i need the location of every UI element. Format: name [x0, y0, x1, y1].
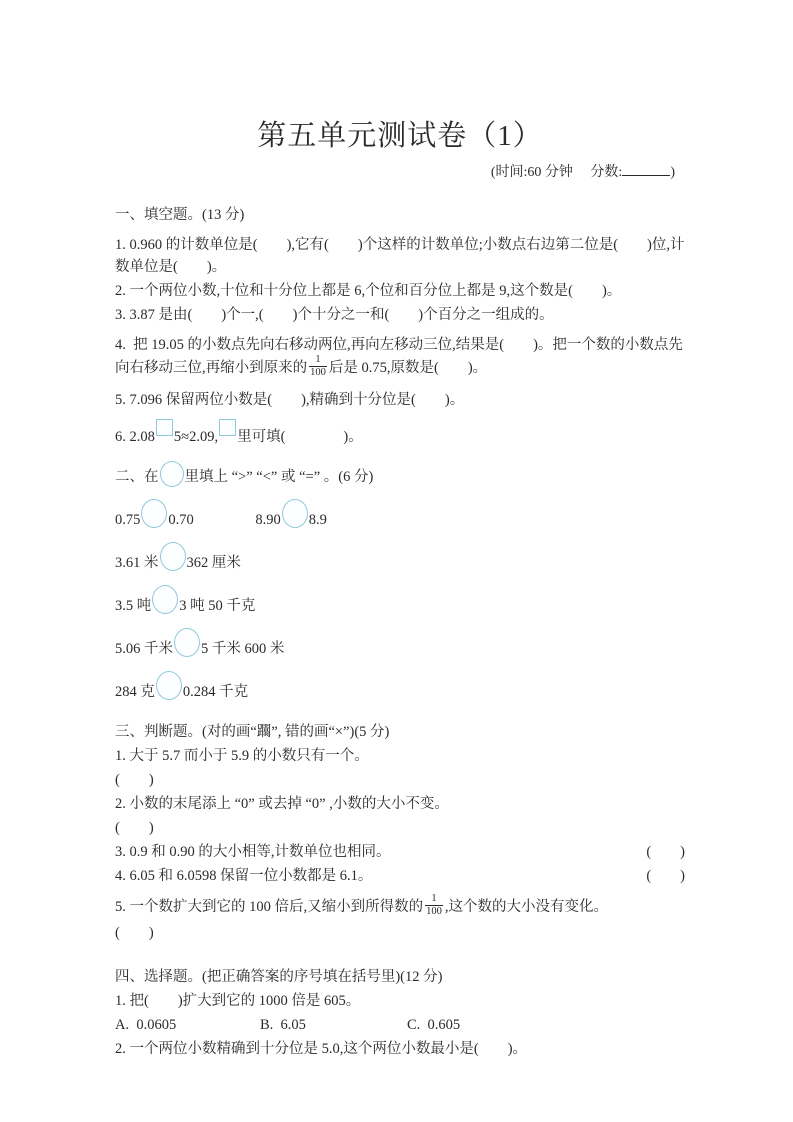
judge-q4: 4. 6.05 和 6.0598 保留一位小数都是 6.1。 ( )	[115, 865, 685, 887]
choice-q1-options	[115, 1014, 685, 1036]
comparison-right: 8.9	[308, 511, 327, 528]
section2-header: 二、在 里填上 “>” “<” 或 “=” 。(6 分)	[115, 462, 685, 492]
option-c: C. 0.605	[407, 1017, 461, 1033]
choice-q1: 1. 把( )扩大到它的 1000 倍是 605。	[115, 993, 361, 1009]
digit-blank-box	[219, 419, 236, 436]
fill-q3: 3. 3.87 是由( )个一,( )个十分之一和( )个百分之一组成的。	[115, 307, 554, 323]
time-score-text: (时间:60 分钟 分数:	[490, 165, 623, 180]
answer-bracket: ( )	[115, 820, 154, 836]
choice-q2: 2. 一个两位小数精确到十分位是 5.0,这个两位小数最小是( )。	[115, 1041, 528, 1057]
comparison-pair	[115, 598, 255, 614]
comparison-pair	[115, 684, 248, 700]
answer-bracket: ( )	[646, 868, 685, 884]
comparison-left: 3.61 米	[115, 554, 159, 571]
fill-q6: 6. 2.08 5≈2.09, 里可填( )。	[115, 419, 685, 450]
comparison-circle	[141, 499, 167, 528]
comparison-circle	[174, 628, 200, 657]
option-a: A. 0.0605	[115, 1017, 177, 1033]
comparison-left: 0.75	[115, 511, 141, 528]
comparison-right: 362 厘米	[186, 554, 241, 571]
comparison-left: 5.06 千米	[115, 640, 173, 657]
score-blank-underline	[622, 163, 670, 176]
comparison-circle	[160, 542, 186, 571]
answer-bracket: ( )	[115, 925, 154, 941]
section3-header: 三、判断题。(对的画“躢”, 错的画“×”)(5 分)	[115, 724, 390, 740]
comparison-circle	[152, 585, 178, 614]
comparison-left: 284 克	[115, 683, 155, 700]
page-title: 第五单元测试卷（1）	[257, 120, 543, 152]
comparison-circle-icon	[160, 461, 184, 487]
fill-q1: 1. 0.960 的计数单位是( ),它有( )个这样的计数单位;小数点右边第二位是( )位,计数单位是( )。	[115, 237, 685, 275]
comparison-right: 0.284 千克	[182, 683, 249, 700]
answer-bracket: ( )	[646, 844, 685, 860]
fill-q2: 2. 一个两位小数,十位和十分位上都是 6,个位和百分位上都是 9,这个数是( )。	[115, 283, 622, 299]
comparison-row	[115, 549, 685, 578]
meta-close-paren: )	[670, 165, 675, 180]
answer-bracket: ( )	[115, 772, 154, 788]
comparison-circle	[282, 499, 308, 528]
comparison-right: 0.70	[168, 511, 194, 528]
judge-q3: 3. 0.9 和 0.90 的大小相等,计数单位也相同。 ( )	[115, 841, 685, 863]
comparison-row	[115, 635, 685, 664]
section4-header: 四、选择题。(把正确答案的序号填在括号里)(12 分)	[115, 969, 443, 985]
comparison-circle	[156, 671, 182, 700]
fraction-1-100: $\frac{1}{100}$	[310, 354, 326, 378]
comparison-left: 3.5 吨	[115, 597, 152, 614]
comparison-row	[115, 506, 685, 535]
section1-header: 一、填空题。(13 分)	[115, 207, 245, 223]
option-b: B. 6.05	[260, 1017, 306, 1033]
comparison-row	[115, 592, 685, 621]
fill-q5: 5. 7.096 保留两位小数是( ),精确到十分位是( )。	[115, 392, 465, 408]
comparison-pair	[115, 641, 284, 657]
comparison-right: 5 千米 600 米	[201, 640, 285, 657]
fraction-1-100: $\frac{1}{100}$	[426, 893, 442, 917]
comparison-pair	[115, 512, 194, 528]
digit-blank-box	[156, 419, 173, 436]
judge-q1: 1. 大于 5.7 而小于 5.9 的小数只有一个。	[115, 748, 369, 764]
comparison-pair	[115, 555, 241, 571]
time-score-line	[115, 162, 685, 184]
comparison-row	[115, 678, 685, 707]
judge-q5: 5. 一个数扩大到它的 100 倍后,又缩小到所得数的 $\frac{1}{100}$ ,这个数的大小没有变化。	[115, 893, 608, 917]
fill-q4: 4. 把 19.05 的小数点先向右移动两位,再向左移动三位,结果是( )。把一个数的小数点先向右移动三位,再缩小到原来的 $\frac{1}{100}$ 后是 0.75,原数是( )。	[115, 337, 683, 378]
comparison-right: 3 吨 50 千克	[179, 597, 256, 614]
comparison-left: 8.90	[255, 511, 281, 528]
comparison-pair	[255, 512, 327, 528]
judge-q2: 2. 小数的末尾添上 “0” 或去掉 “0” ,小数的大小不变。	[115, 796, 449, 812]
